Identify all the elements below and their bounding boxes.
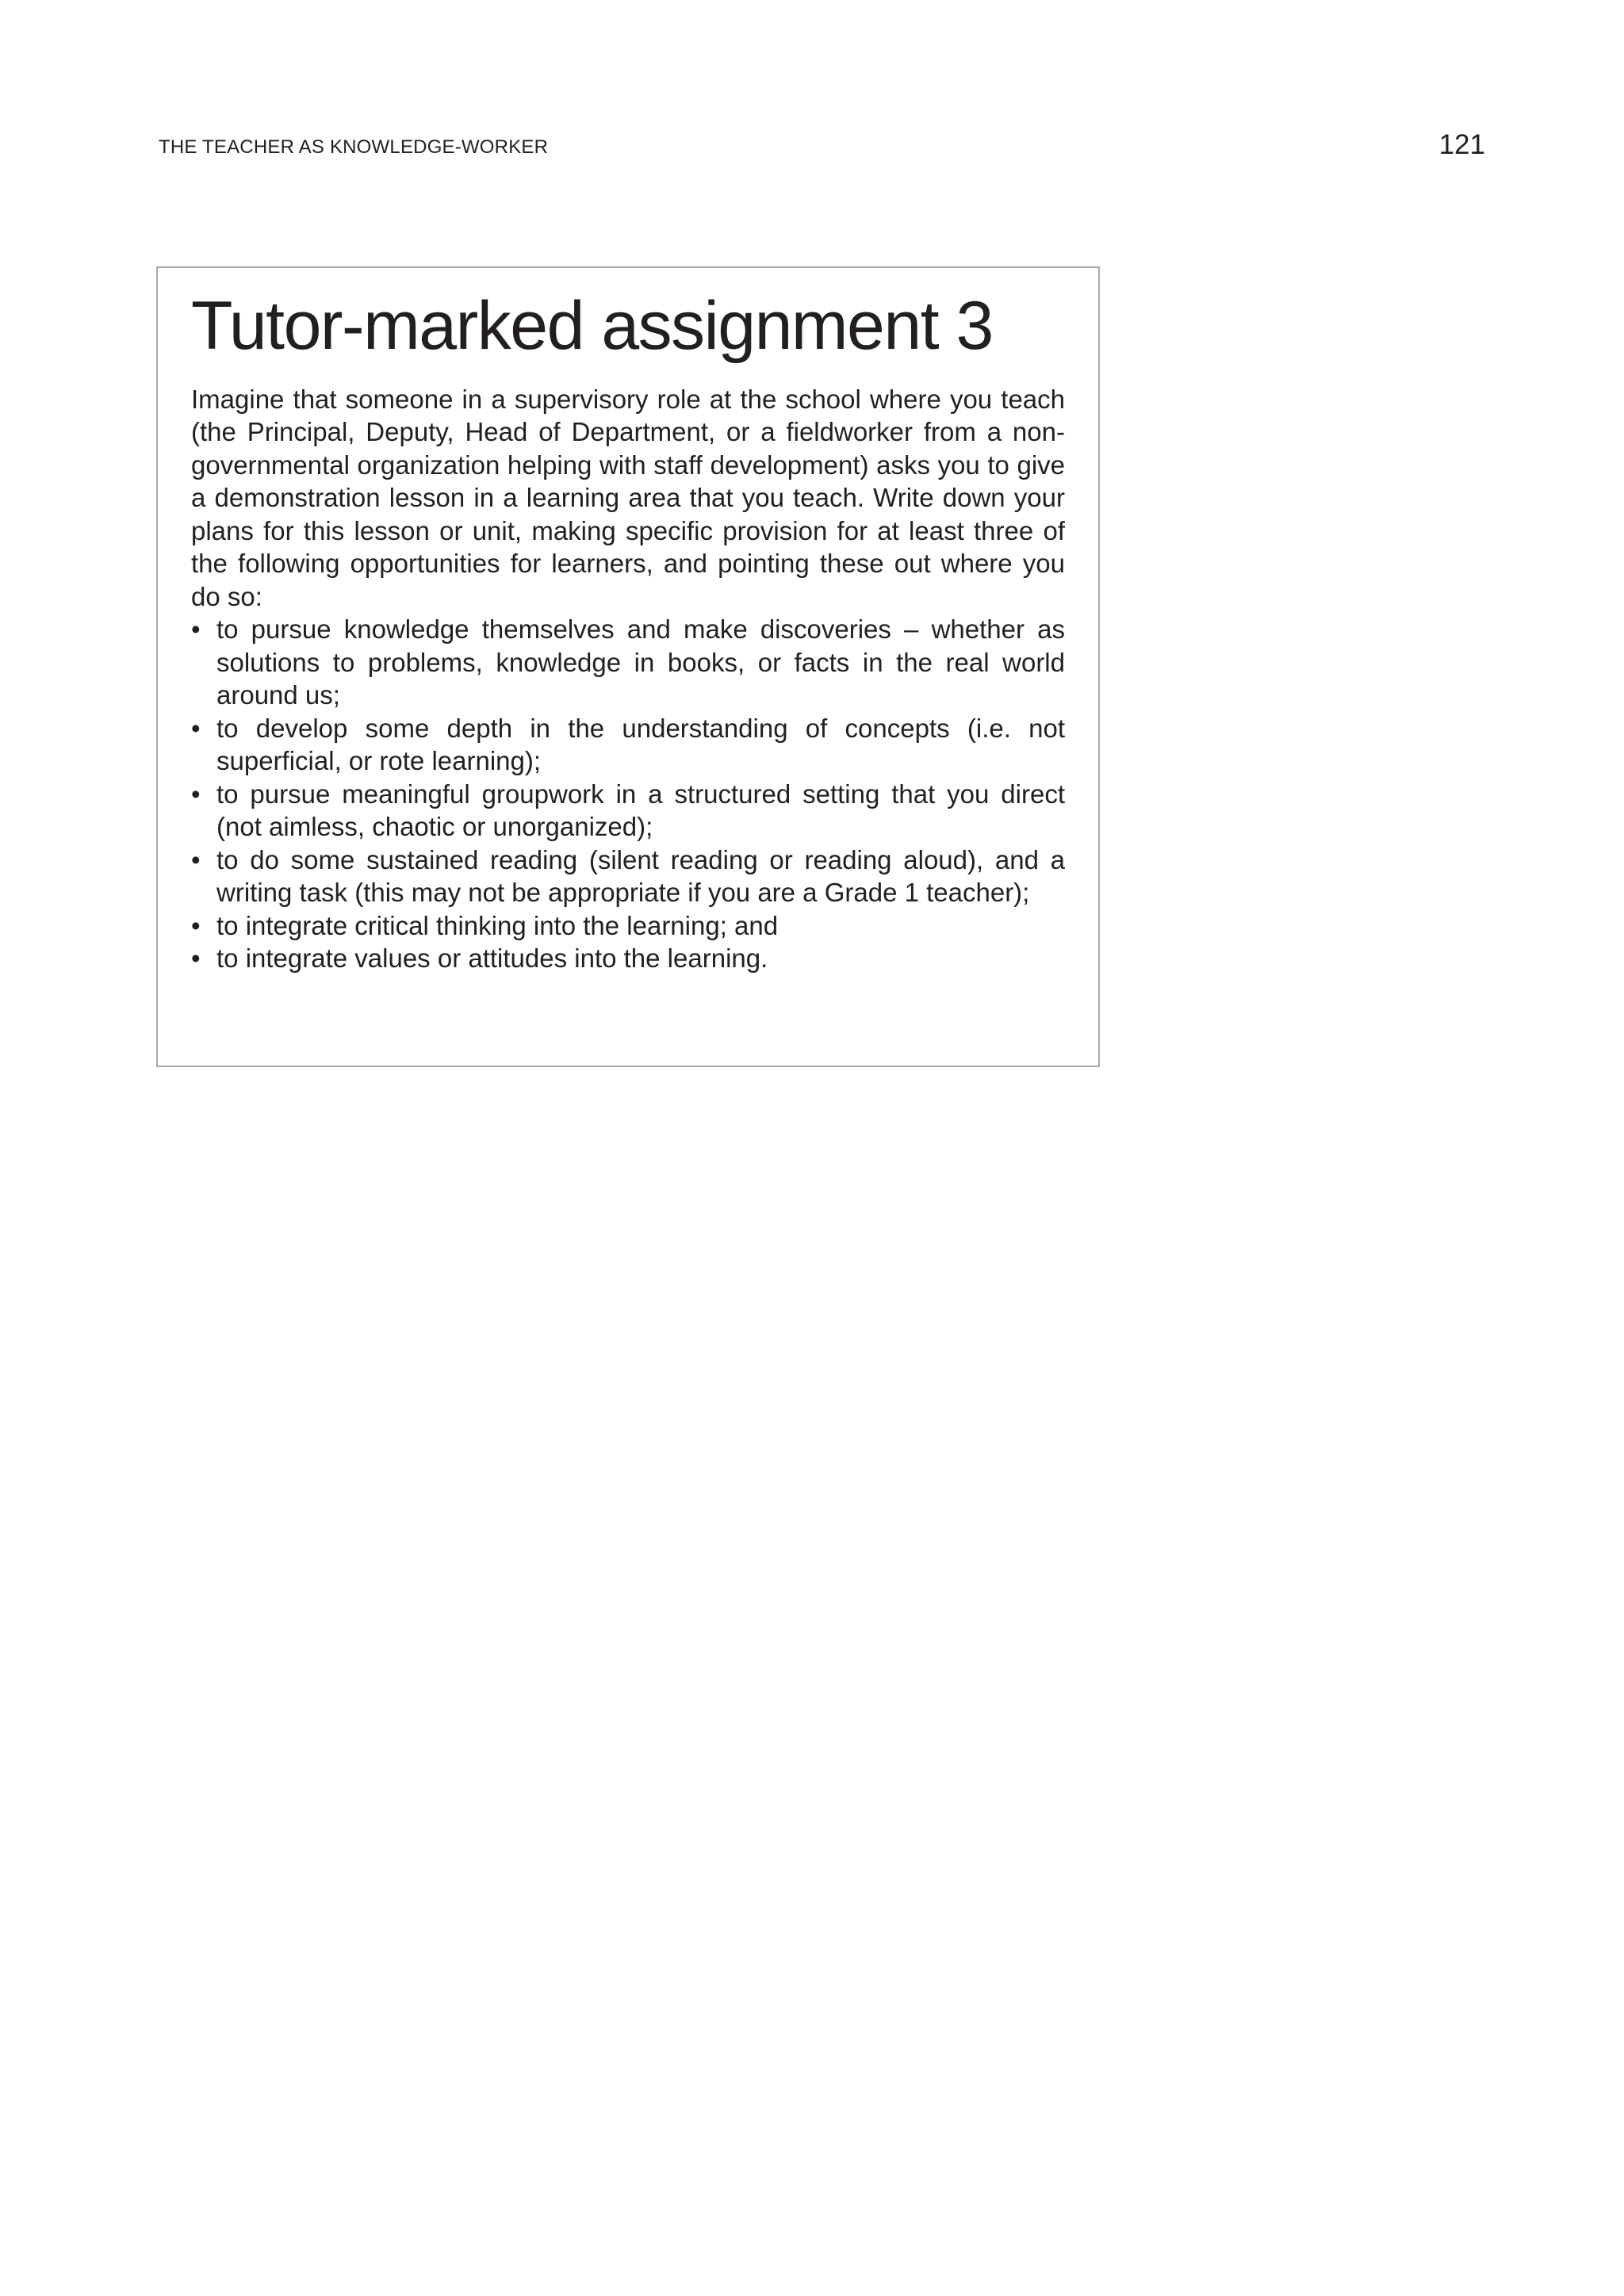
list-item bbox=[191, 844, 1065, 909]
bullet-icon: • bbox=[191, 779, 201, 809]
list-item bbox=[191, 613, 1065, 712]
assignment-box bbox=[156, 266, 1100, 1067]
running-header: THE TEACHER AS KNOWLEDGE-WORKER bbox=[159, 136, 549, 158]
list-item-text: to pursue meaningful groupwork in a structured setting that you direct (not aimless, chaotic or unorganized); bbox=[216, 779, 1065, 842]
page-number: 121 bbox=[1438, 129, 1485, 160]
list-item-text: to develop some depth in the understanding of concepts (i.e. not superficial, or rote learning); bbox=[216, 713, 1065, 776]
list-item bbox=[191, 712, 1065, 778]
list-item bbox=[191, 778, 1065, 844]
list-item-text: to do some sustained reading (silent reading or reading aloud), and a writing task (this may not be appropriate if you are a Grade 1 teacher); bbox=[216, 844, 1065, 908]
assignment-title: Tutor-marked assignment 3 bbox=[191, 288, 993, 364]
list-item-text: to integrate values or attitudes into the learning. bbox=[216, 943, 768, 974]
bullet-icon: • bbox=[191, 713, 201, 743]
bullet-icon: • bbox=[191, 844, 201, 874]
list-item-text: to pursue knowledge themselves and make discoveries – whether as solutions to problems, knowledge in books, or facts in the real world around us; bbox=[216, 614, 1065, 710]
list-item-text: to integrate critical thinking into the learning; and bbox=[216, 910, 779, 940]
list-item bbox=[191, 909, 1065, 943]
opportunity-list bbox=[191, 613, 1065, 975]
bullet-icon: • bbox=[191, 910, 201, 940]
assignment-intro: Imagine that someone in a supervisory role at the school where you teach (the Principal, Deputy, Head of Department, or a fieldworker from a non-governmental organization helping with staff development) asks you to give a demonstration lesson in a learning area that you teach. Write down your plans for this lesson or unit, making specific provision for at least three of the following opportunities for learners, and pointing these out where you do so: bbox=[191, 384, 1065, 611]
list-item bbox=[191, 942, 1065, 975]
bullet-icon: • bbox=[191, 943, 201, 974]
bullet-icon: • bbox=[191, 614, 201, 645]
